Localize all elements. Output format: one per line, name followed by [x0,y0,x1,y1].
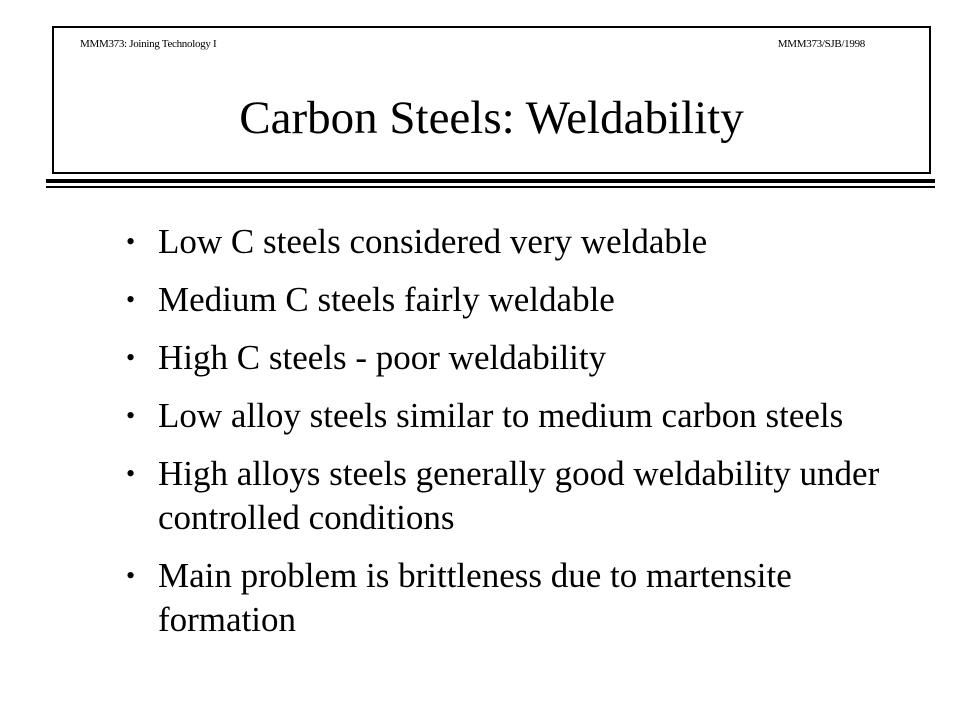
bullet-item [120,336,880,380]
slide-header [52,26,931,174]
bullet-text: Main problem is brittleness due to martensite formation [158,556,792,639]
bullet-text: Low C steels considered very weldable [158,222,708,261]
course-code: MMM373: Joining Technology I [80,38,217,50]
bullet-icon: • [126,285,136,314]
bullet-text: Low alloy steels similar to medium carbon steels [158,396,844,435]
slide-title: Carbon Steels: Weldability [239,92,744,144]
bullet-icon: • [126,561,136,590]
bullet-item [120,452,880,540]
bullet-item [120,220,880,264]
bullet-icon: • [126,459,136,488]
bullet-icon: • [126,343,136,372]
header-divider-thick [46,179,935,183]
slide-reference: MMM373/SJB/1998 [777,38,865,50]
bullet-icon: • [126,227,136,256]
bullet-item [120,394,880,438]
bullet-icon: • [126,401,136,430]
bullet-text: High C steels - poor weldability [158,338,607,377]
header-divider-thin [46,186,935,188]
bullet-text: High alloys steels generally good weldability under controlled conditions [158,454,880,537]
bullet-item [120,278,880,322]
bullet-text: Medium C steels fairly weldable [158,280,615,319]
bullet-list [120,220,880,656]
bullet-item [120,554,880,642]
